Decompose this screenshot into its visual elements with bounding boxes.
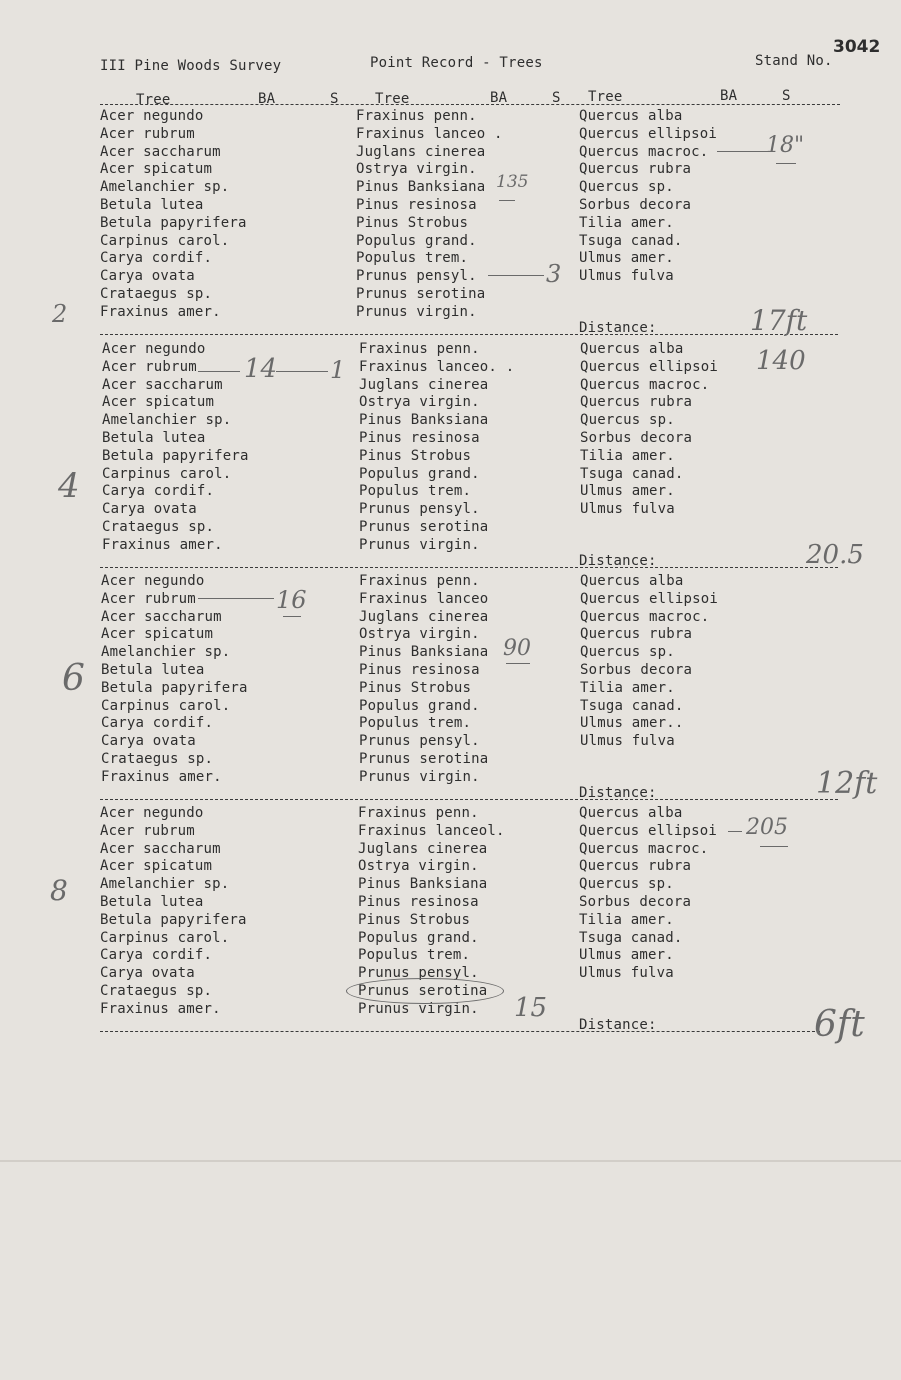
hand-ba-value: 16 [276, 586, 307, 614]
tree-species-entry: Prunus virgin. [358, 1000, 479, 1017]
tree-species-entry: Quercus ellipsoi [580, 358, 719, 375]
tree-species-entry: Quercus alba [580, 341, 684, 357]
stand-number: 3042 [833, 37, 881, 57]
hand-underline [760, 846, 788, 847]
tree-species-entry: Amelanchier sp. [102, 412, 232, 429]
tree-species-entry: Populus grand. [359, 697, 480, 714]
hand-tally-stroke [276, 371, 328, 372]
col3-tree-header: Tree [588, 89, 623, 105]
hand-underline [499, 200, 515, 201]
tree-species-entry: Prunus serotina [356, 286, 486, 302]
tree-species-entry: Acer negundo [101, 573, 205, 589]
hand-s-value: 1 [330, 356, 346, 384]
tree-species-entry: Prunus pensyl. [359, 733, 480, 750]
tree-species-entry: Quercus macroc. [579, 143, 709, 160]
tree-species-entry: Carpinus carol. [100, 232, 230, 249]
tree-species-entry: Acer spicatum [101, 626, 214, 643]
tree-species-entry: Acer spicatum [100, 858, 213, 875]
tree-species-entry: Juglans cinerea [356, 143, 486, 160]
tree-species-entry: Acer rubrum [101, 590, 196, 607]
paper-fold-line [0, 1160, 901, 1162]
tree-species-entry: Carpinus carol. [102, 465, 232, 482]
hand-underline [283, 616, 301, 617]
tree-species-entry: Carya cordif. [102, 483, 215, 500]
tree-species-entry: Populus grand. [356, 232, 477, 249]
tree-species-entry: Acer negundo [100, 108, 204, 124]
tree-species-entry: Acer rubrum [100, 125, 195, 142]
hand-circle-mark [346, 978, 504, 1004]
tree-species-entry: Quercus rubra [580, 626, 693, 643]
section-separator-rule [100, 334, 838, 335]
tree-species-entry: Quercus ellipsoi [580, 590, 719, 607]
tree-species-entry: Quercus macroc. [580, 376, 710, 393]
tree-species-entry: Ostrya virgin. [356, 161, 477, 178]
hand-tally-stroke [198, 598, 274, 599]
hand-underline [776, 163, 796, 164]
tree-species-entry: Carya cordif. [101, 715, 214, 732]
distance-label: Distance: [579, 552, 657, 569]
hand-point-number: 4 [58, 466, 80, 506]
tree-species-entry: Carya ovata [100, 268, 195, 285]
tree-species-entry: Ostrya virgin. [359, 394, 480, 411]
tree-species-entry: Fraxinus penn. [358, 805, 479, 821]
hand-ba-value: 90 [503, 636, 531, 661]
tree-species-entry: Pinus Banksiana [359, 412, 489, 429]
col1-ba-header: BA [258, 91, 276, 107]
tree-species-entry: Acer saccharum [100, 143, 221, 160]
tree-species-entry: Crataegus sp. [101, 751, 214, 767]
tree-species-entry: Fraxinus amer. [100, 1000, 221, 1017]
tree-species-entry: Acer negundo [102, 341, 206, 357]
tree-species-entry: Ulmus amer. [580, 483, 675, 500]
tree-species-entry: Amelanchier sp. [100, 876, 230, 893]
tree-species-entry: Pinus resinosa [356, 197, 477, 213]
col2-tree-header: Tree [375, 91, 410, 107]
tree-species-entry: Populus trem. [359, 483, 472, 500]
hand-underline [506, 663, 530, 664]
tree-species-entry: Betula papyrifera [102, 447, 249, 464]
tree-species-entry: Fraxinus penn. [359, 341, 480, 357]
tree-species-entry: Juglans cinerea [358, 840, 488, 857]
tree-species-entry: Crataegus sp. [100, 286, 213, 302]
tree-species-entry: Fraxinus penn. [356, 108, 477, 124]
tree-species-entry: Prunus pensyl. [359, 501, 480, 518]
tree-species-entry: Acer rubrum [100, 822, 195, 839]
tree-species-entry: Quercus ellipsoi [579, 822, 718, 839]
tree-species-entry: Acer rubrum [102, 358, 197, 375]
tree-species-entry: Prunus serotina [358, 983, 488, 999]
tree-species-entry: Betula lutea [100, 894, 204, 910]
hand-point-number: 8 [50, 874, 68, 907]
tree-species-entry: Quercus sp. [579, 179, 674, 196]
tree-species-entry: Pinus Banksiana [356, 179, 486, 196]
tree-species-entry: Ulmus amer. [579, 947, 674, 964]
tree-species-entry: Tsuga canad. [580, 697, 684, 714]
tree-species-entry: Fraxinus amer. [101, 768, 222, 785]
tree-species-entry: Quercus rubra [579, 161, 692, 178]
col1-s-header: S [330, 91, 339, 107]
tree-species-entry: Fraxinus amer. [102, 536, 223, 553]
tree-species-entry: Betula papyrifera [100, 214, 247, 231]
tree-species-entry: Sorbus decora [580, 430, 693, 446]
tree-species-entry: Amelanchier sp. [100, 179, 230, 196]
tree-species-entry: Populus grand. [359, 465, 480, 482]
tree-species-entry: Ulmus fulva [580, 501, 675, 518]
tree-species-entry: Pinus Banksiana [358, 876, 488, 893]
tree-species-entry: Tilia amer. [579, 911, 674, 928]
hand-s-value: 3 [546, 260, 562, 288]
tree-species-entry: Acer negundo [100, 805, 204, 821]
tree-species-entry: Fraxinus lanceo . [356, 125, 503, 142]
tree-species-entry: Ulmus amer. [579, 250, 674, 267]
tree-species-entry: Quercus macroc. [580, 608, 710, 625]
tree-species-entry: Quercus macroc. [579, 840, 709, 857]
hand-tally-stroke [717, 151, 769, 152]
tree-species-entry: Populus trem. [359, 715, 472, 732]
tree-species-entry: Prunus virgin. [356, 303, 477, 320]
tree-species-entry: Betula papyrifera [100, 911, 247, 928]
hand-ba-value: 140 [756, 346, 806, 376]
section-separator-rule [100, 799, 838, 800]
tree-species-entry: Carya ovata [102, 501, 197, 518]
tree-species-entry: Carya cordif. [100, 947, 213, 964]
tree-species-entry: Prunus serotina [359, 519, 489, 535]
tree-species-entry: Pinus Strobus [359, 679, 472, 696]
tree-species-entry: Prunus pensyl. [358, 965, 479, 982]
tree-species-entry: Carya ovata [100, 965, 195, 982]
hand-distance: 12ft [816, 766, 878, 801]
tree-species-entry: Sorbus decora [579, 894, 692, 910]
tree-species-entry: Populus trem. [358, 947, 471, 964]
tree-species-entry: Tilia amer. [580, 679, 675, 696]
tree-species-entry: Quercus sp. [579, 876, 674, 893]
tree-species-entry: Ostrya virgin. [359, 626, 480, 643]
hand-tally-stroke [198, 371, 240, 372]
tree-species-entry: Ulmus fulva [579, 268, 674, 285]
tree-species-entry: Populus trem. [356, 250, 469, 267]
tree-species-entry: Prunus virgin. [359, 536, 480, 553]
tree-species-entry: Pinus resinosa [359, 662, 480, 678]
survey-title: III Pine Woods Survey [100, 58, 282, 74]
hand-point-number: 2 [52, 300, 68, 328]
tree-species-entry: Acer spicatum [102, 394, 215, 411]
tree-species-entry: Crataegus sp. [102, 519, 215, 535]
tree-species-entry: Pinus Strobus [359, 447, 472, 464]
tree-species-entry: Acer spicatum [100, 161, 213, 178]
tree-species-entry: Acer saccharum [102, 376, 223, 393]
col2-ba-header: BA [490, 90, 508, 106]
tree-species-entry: Quercus ellipsoi [579, 125, 718, 142]
tree-species-entry: Tsuga canad. [579, 929, 683, 946]
tree-species-entry: Betula lutea [102, 430, 206, 446]
tree-species-entry: Juglans cinerea [359, 376, 489, 393]
col3-s-header: S [782, 88, 791, 104]
tree-species-entry: Fraxinus amer. [100, 303, 221, 320]
tree-species-entry: Carpinus carol. [101, 697, 231, 714]
col1-tree-header: Tree [136, 92, 171, 108]
tree-species-entry: Pinus Strobus [358, 911, 471, 928]
tree-species-entry: Quercus alba [579, 805, 683, 821]
tree-species-entry: Carya cordif. [100, 250, 213, 267]
tree-species-entry: Pinus Strobus [356, 214, 469, 231]
hand-distance: 17ft [750, 304, 808, 337]
tree-species-entry: Juglans cinerea [359, 608, 489, 625]
tree-species-entry: Betula lutea [101, 662, 205, 678]
section-separator-rule [100, 1031, 820, 1032]
hand-ba-value: 15 [514, 993, 548, 1023]
hand-tally-stroke [728, 831, 742, 832]
tree-species-entry: Acer saccharum [101, 608, 222, 625]
distance-label: Distance: [579, 319, 657, 336]
stand-label: Stand No. [755, 53, 833, 69]
tree-species-entry: Ulmus fulva [580, 733, 675, 750]
hand-ba-value: 205 [746, 815, 788, 840]
hand-tally-stroke [488, 275, 544, 276]
col3-ba-header: BA [720, 88, 738, 104]
tree-species-entry: Ostrya virgin. [358, 858, 479, 875]
hand-ba-value: 14 [244, 354, 278, 384]
tree-species-entry: Populus grand. [358, 929, 479, 946]
hand-ba-value: 135 [496, 172, 529, 192]
tree-species-entry: Prunus serotina [359, 751, 489, 767]
tree-species-entry: Tsuga canad. [580, 465, 684, 482]
tree-species-entry: Betula papyrifera [101, 679, 248, 696]
tree-species-entry: Tilia amer. [579, 214, 674, 231]
tree-species-entry: Betula lutea [100, 197, 204, 213]
tree-species-entry: Sorbus decora [580, 662, 693, 678]
tree-species-entry: Fraxinus penn. [359, 573, 480, 589]
tree-species-entry: Quercus alba [580, 573, 684, 589]
tree-species-entry: Prunus pensyl. [356, 268, 477, 285]
column-header-rule [100, 104, 840, 105]
tree-species-entry: Pinus Banksiana [359, 644, 489, 661]
distance-label: Distance: [579, 784, 657, 801]
hand-distance: 20.5 [806, 540, 864, 570]
tree-species-entry: Sorbus decora [579, 197, 692, 213]
tree-species-entry: Pinus resinosa [358, 894, 479, 910]
tree-species-entry: Fraxinus lanceol. [358, 822, 505, 839]
hand-point-number: 6 [62, 658, 85, 699]
distance-label: Distance: [579, 1016, 657, 1033]
tree-species-entry: Amelanchier sp. [101, 644, 231, 661]
tree-species-entry: Crataegus sp. [100, 983, 213, 999]
tree-species-entry: Quercus sp. [580, 412, 675, 429]
tree-species-entry: Prunus virgin. [359, 768, 480, 785]
tree-species-entry: Fraxinus lanceo [359, 590, 489, 607]
tree-species-entry: Tilia amer. [580, 447, 675, 464]
tree-species-entry: Quercus alba [579, 108, 683, 124]
hand-distance: 6ft [814, 1004, 865, 1045]
tree-species-entry: Ulmus fulva [579, 965, 674, 982]
tree-species-entry: Carya ovata [101, 733, 196, 750]
hand-ba-value: 18" [766, 133, 805, 158]
tree-species-entry: Tsuga canad. [579, 232, 683, 249]
tree-species-entry: Quercus rubra [579, 858, 692, 875]
tree-species-entry: Quercus rubra [580, 394, 693, 411]
tree-species-entry: Carpinus carol. [100, 929, 230, 946]
tree-species-entry: Ulmus amer.. [580, 715, 684, 732]
tree-species-entry: Pinus resinosa [359, 430, 480, 446]
record-title: Point Record - Trees [370, 55, 543, 71]
tree-species-entry: Acer saccharum [100, 840, 221, 857]
tree-species-entry: Fraxinus lanceo. . [359, 358, 515, 375]
tree-species-entry: Quercus sp. [580, 644, 675, 661]
col2-s-header: S [552, 90, 561, 106]
section-separator-rule [100, 567, 838, 568]
